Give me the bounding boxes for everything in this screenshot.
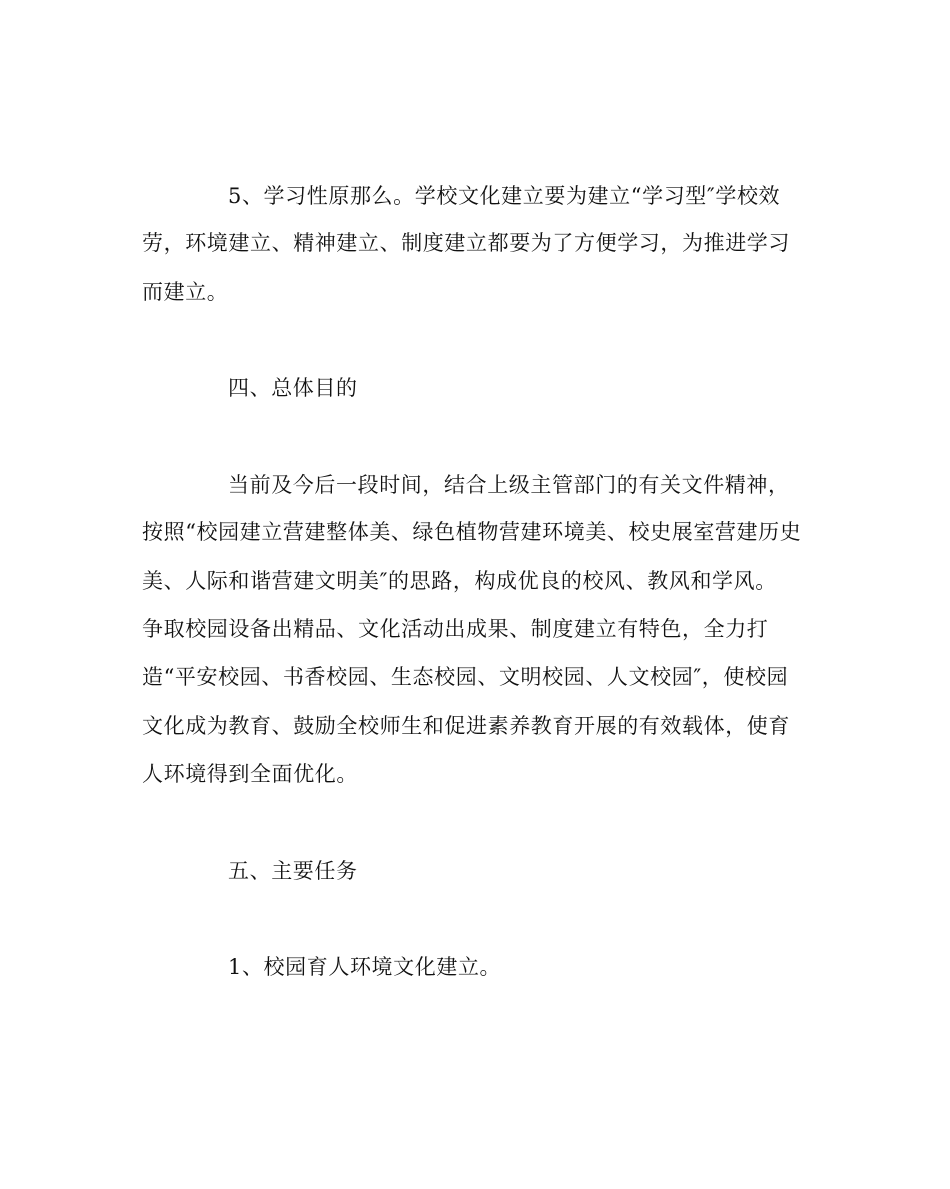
text-line: 按照“校园建立营建整体美、绿色植物营建环境美、校史展室营建历史 [142,520,802,544]
text-line: 文化成为教育、鼓励全校师生和促进素养教育开展的有效载体，使育 [142,714,790,738]
text-line: 5、学习性原那么。学校文化建立要为建立“学习型″学校效 [228,184,781,208]
text-line: 争取校园设备出精品、文化活动出成果、制度建立有特色，全力打 [142,617,769,641]
text-line: 美、人际和谐营建文明美″的思路，构成优良的校风、教风和学风。 [142,569,777,593]
text-line: 当前及今后一段时间，结合上级主管部门的有关文件精神， [228,473,790,497]
heading-text: 四、总体目的 [228,376,358,400]
text-line: 造“平安校园、书香校园、生态校园、文明校园、人文校园″，使校园 [142,665,789,689]
heading-text: 五、主要任务 [228,859,358,883]
text-line: 人环境得到全面优化。 [142,762,358,786]
text-line: 1、校园育人环境文化建立。 [228,955,502,979]
text-line: 而建立。 [142,280,229,304]
text-line: 劳，环境建立、精神建立、制度建立都要为了方便学习，为推进学习 [142,231,790,255]
